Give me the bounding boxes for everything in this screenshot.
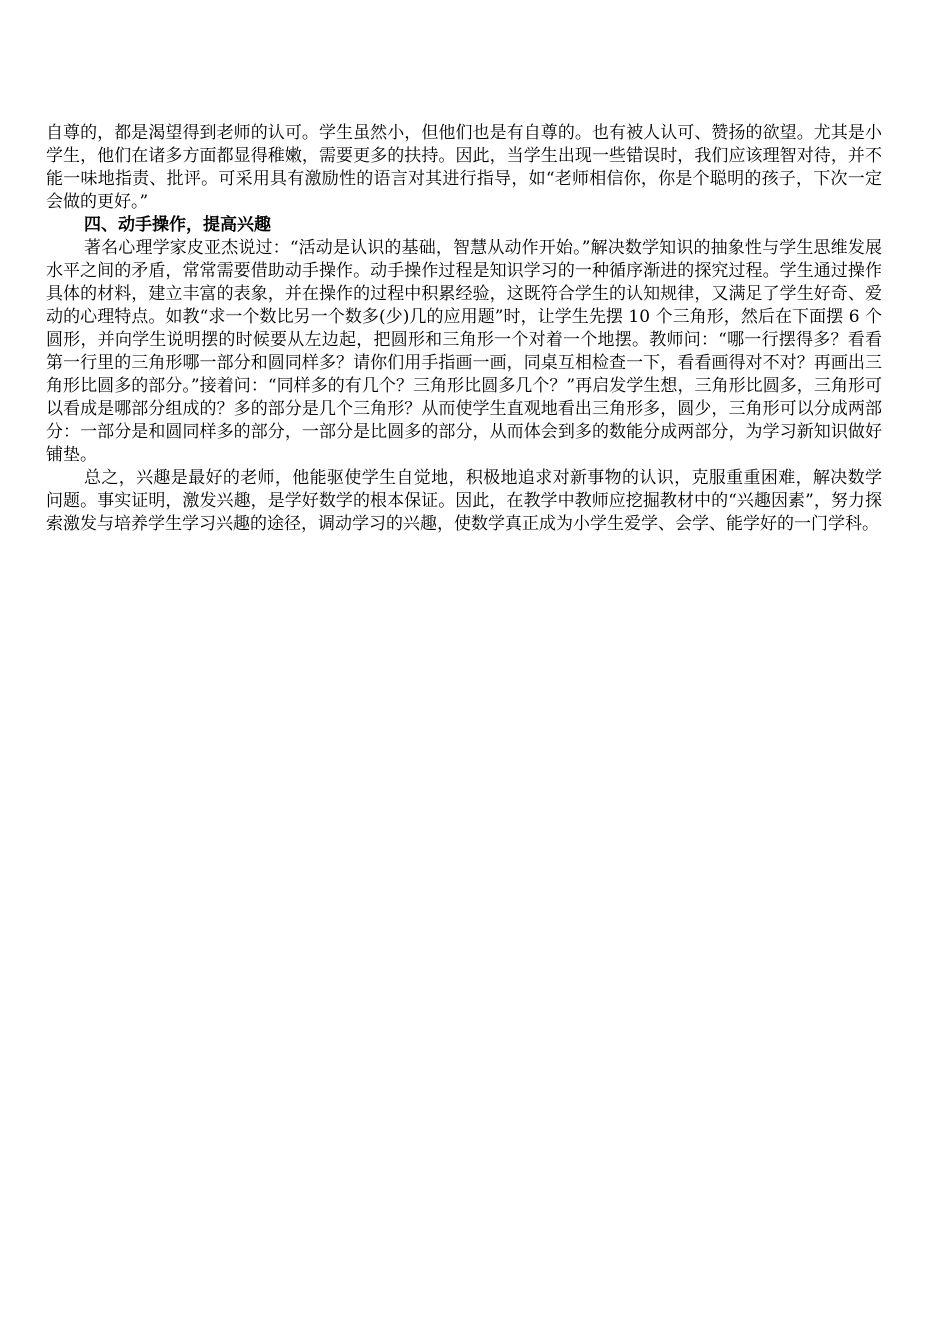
paragraph-self-esteem: 自尊的，都是渴望得到老师的认可。学生虽然小，但他们也是有自尊的。也有被人认可、赞扬的欲望。尤其是小学生，他们在诸多方面都显得稚嫩，需要更多的扶持。因此，当学生出现一些错误时，我们应该理智对待，并不能一味地指责、批评。可采用具有激励性的语言对其进行指导，如“老师相信你，你是个聪明的孩子，下次一定会做的更好。” [46,123,882,212]
paragraph-conclusion: 总之，兴趣是最好的老师，他能驱使学生自觉地，积极地追求对新事物的认识，克服重重困难，解决数学问题。事实证明，激发兴趣，是学好数学的根本保证。因此，在教学中教师应挖掘教材中的“兴趣因素”，努力探索激发与培养学生学习兴趣的途径，调动学习的兴趣，使数学真正成为小学生爱学、会学、能学好的一门学科。 [46,468,882,534]
document-page [46,122,882,536]
section-heading: 四、动手操作，提高兴趣 [84,215,271,235]
paragraph-hands-on: 著名心理学家皮亚杰说过：“活动是认识的基础，智慧从动作开始。”解决数学知识的抽象性与学生思维发展水平之间的矛盾，常常需要借助动手操作。动手操作过程是知识学习的一种循序渐进的探究过程。学生通过操作具体的材料，建立丰富的表象，并在操作的过程中积累经验，这既符合学生的认知规律，又满足了学生好奇、爱动的心理特点。如教“求一个数比另一个数多(少)几的应用题”时，让学生先摆 10 个三角形，然后在下面摆 6 个圆形，并向学生说明摆的时候要从左边起，把圆形和三角形一个对着一个地摆。教师问：“哪一行摆得多？看看第一行里的三角形哪一部分和圆同样多？请你们用手指画一画，同桌互相检查一下，看看画得对不对？再画出三角形比圆多的部分。”接着问：“同样多的有几个？三角形比圆多几个？”再启发学生想，三角形比圆多，三角形可以看成是哪部分组成的？多的部分是几个三角形？从而使学生直观地看出三角形多，圆少，三角形可以分成两部分：一部分是和圆同样多的部分，一部分是比圆多的部分，从而体会到多的数能分成两部分，为学习新知识做好铺垫。 [46,238,882,465]
